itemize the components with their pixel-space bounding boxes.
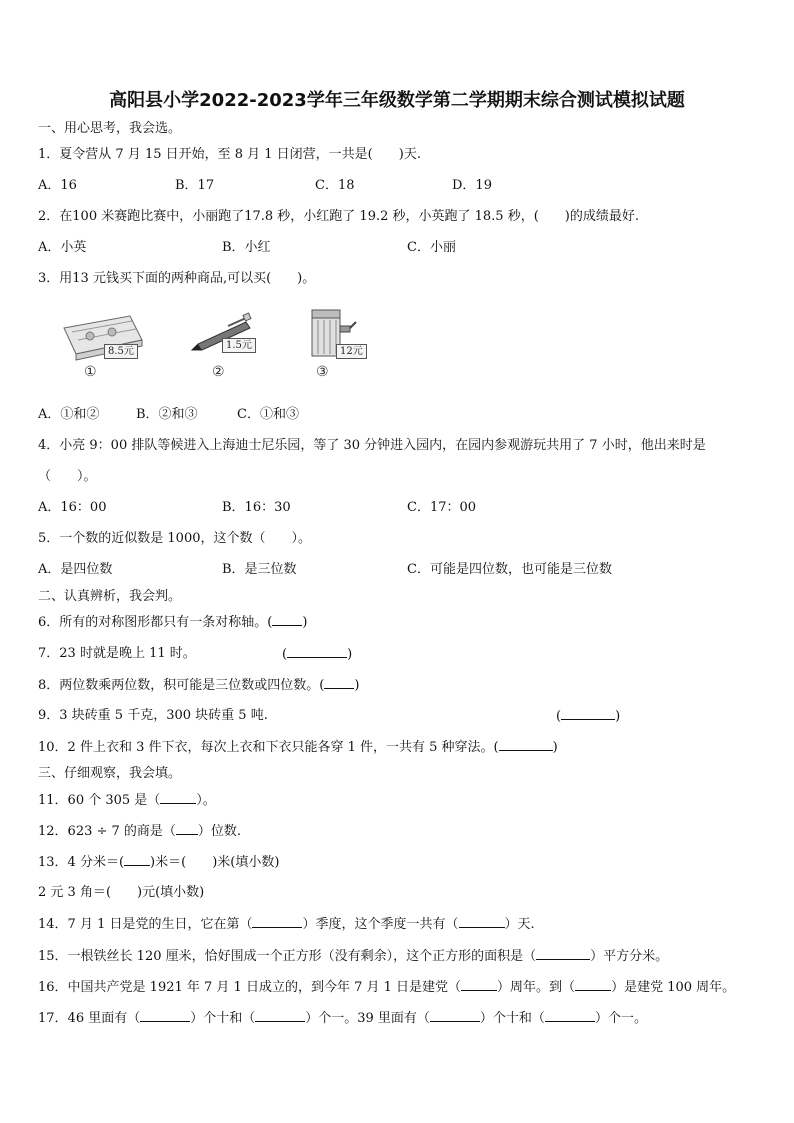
q4-option-c[interactable]: C．17：00	[407, 500, 477, 515]
q3-option-a[interactable]: A．①和②	[38, 407, 100, 422]
question-2: 2．在100 米赛跑比赛中，小丽跑了17.8 秒，小红跑了 19.2 秒，小英跑了 18.5 秒，( )的成绩最好.	[38, 209, 639, 224]
question-16: 16．中国共产党是 1921 年 7 月 1 日成立的，到今年 7 月 1 日是建党（ ）周年。到（ ）是建党 100 周年。	[38, 980, 736, 995]
question-7: 7．23 时就是晚上 11 时。	[38, 646, 196, 661]
q9-answer: ( )	[556, 709, 621, 724]
answer-blank[interactable]	[561, 707, 615, 720]
q5-option-b[interactable]: B．是三位数	[222, 562, 297, 577]
answer-blank[interactable]	[272, 613, 302, 626]
section-heading: 一、用心思考，我会选。	[38, 121, 182, 136]
answer-blank[interactable]	[176, 822, 198, 835]
question-14: 14．7 月 1 日是党的生日，它在第（ ）季度，这个季度一共有（ ）天.	[38, 917, 535, 932]
question-1: 1．夏令营从 7 月 15 日开始，至 8 月 1 日闭营，一共是( )天.	[38, 147, 421, 162]
question-9: 9．3 块砖重 5 千克，300 块砖重 5 吨.	[38, 708, 268, 723]
question-11: 11．60 个 305 是（ ）。	[38, 793, 216, 808]
product-pencil-box	[60, 306, 160, 386]
answer-blank[interactable]	[545, 1009, 595, 1022]
answer-blank[interactable]	[459, 915, 505, 928]
answer-blank[interactable]	[430, 1009, 480, 1022]
question-13-part-2: 2 元 3 角＝( )元(填小数)	[38, 885, 205, 900]
answer-blank[interactable]	[536, 947, 590, 960]
item-marker: ③	[316, 364, 329, 380]
section-heading: 二、认真辨析，我会判。	[38, 589, 182, 604]
answer-blank[interactable]	[255, 1009, 305, 1022]
q5-option-c[interactable]: C．可能是四位数，也可能是三位数	[407, 562, 612, 577]
q4-option-a[interactable]: A．16：00	[38, 500, 107, 515]
product-pencil	[188, 306, 278, 386]
answer-blank[interactable]	[575, 978, 611, 991]
item-marker: ②	[212, 364, 225, 380]
question-6: 6．所有的对称图形都只有一条对称轴。( )	[38, 615, 308, 630]
question-10: 10．2 件上衣和 3 件下衣，每次上衣和下衣只能各穿 1 件，一共有 5 种穿法。( )	[38, 740, 558, 755]
item-marker: ①	[84, 364, 97, 380]
answer-blank[interactable]	[124, 853, 150, 866]
answer-blank[interactable]	[252, 915, 302, 928]
q1-option-c[interactable]: C．18	[315, 178, 355, 193]
question-12: 12．623 ÷ 7 的商是（ ）位数.	[38, 824, 242, 839]
price-tag: 1.5元	[222, 338, 256, 353]
price-tag: 8.5元	[104, 344, 138, 359]
q1-option-a[interactable]: A．16	[38, 178, 77, 193]
answer-blank[interactable]	[186, 853, 212, 866]
q5-option-a[interactable]: A．是四位数	[38, 562, 113, 577]
q3-option-c[interactable]: C．①和③	[237, 407, 299, 422]
answer-blank[interactable]	[287, 645, 347, 658]
answer-blank[interactable]	[140, 1009, 190, 1022]
question-8: 8．两位数乘两位数，积可能是三位数或四位数。( )	[38, 678, 360, 693]
question-4-cont: （ ）。	[38, 469, 97, 484]
q7-answer: ( )	[282, 647, 353, 662]
question-3: 3．用13 元钱买下面的两种商品,可以买( )。	[38, 271, 316, 286]
answer-blank[interactable]	[461, 978, 497, 991]
q1-option-d[interactable]: D．19	[452, 178, 492, 193]
question-17: 17．46 里面有（ ）个十和（ ）个一。39 里面有（ ）个十和（ ）个一。	[38, 1011, 647, 1026]
answer-blank[interactable]	[160, 791, 196, 804]
product-sharpener	[306, 306, 396, 386]
q4-option-b[interactable]: B．16：30	[222, 500, 291, 515]
q1-option-b[interactable]: B．17	[175, 178, 215, 193]
price-tag: 12元	[336, 344, 367, 359]
question-13: 13．4 分米＝( )米＝( )米(填小数)	[38, 855, 280, 870]
page-title: 高阳县小学2022-2023学年三年级数学第二学期期末综合测试模拟试题	[109, 90, 685, 111]
answer-blank[interactable]	[324, 676, 354, 689]
q3-option-b[interactable]: B．②和③	[136, 407, 198, 422]
answer-blank[interactable]	[499, 738, 553, 751]
q2-option-c[interactable]: C．小丽	[407, 240, 456, 255]
section-heading: 三、仔细观察，我会填。	[38, 766, 182, 781]
question-5: 5．一个数的近似数是 1000，这个数（ ）。	[38, 531, 311, 546]
q2-option-b[interactable]: B．小红	[222, 240, 271, 255]
q2-option-a[interactable]: A．小英	[38, 240, 87, 255]
question-15: 15．一根铁丝长 120 厘米，恰好围成一个正方形（没有剩余），这个正方形的面积是（ ）平方分米。	[38, 949, 669, 964]
question-4: 4．小亮 9：00 排队等候进入上海迪士尼乐园，等了 30 分钟进入园内，在园内参观游玩共用了 7 小时，他出来时是	[38, 438, 706, 453]
